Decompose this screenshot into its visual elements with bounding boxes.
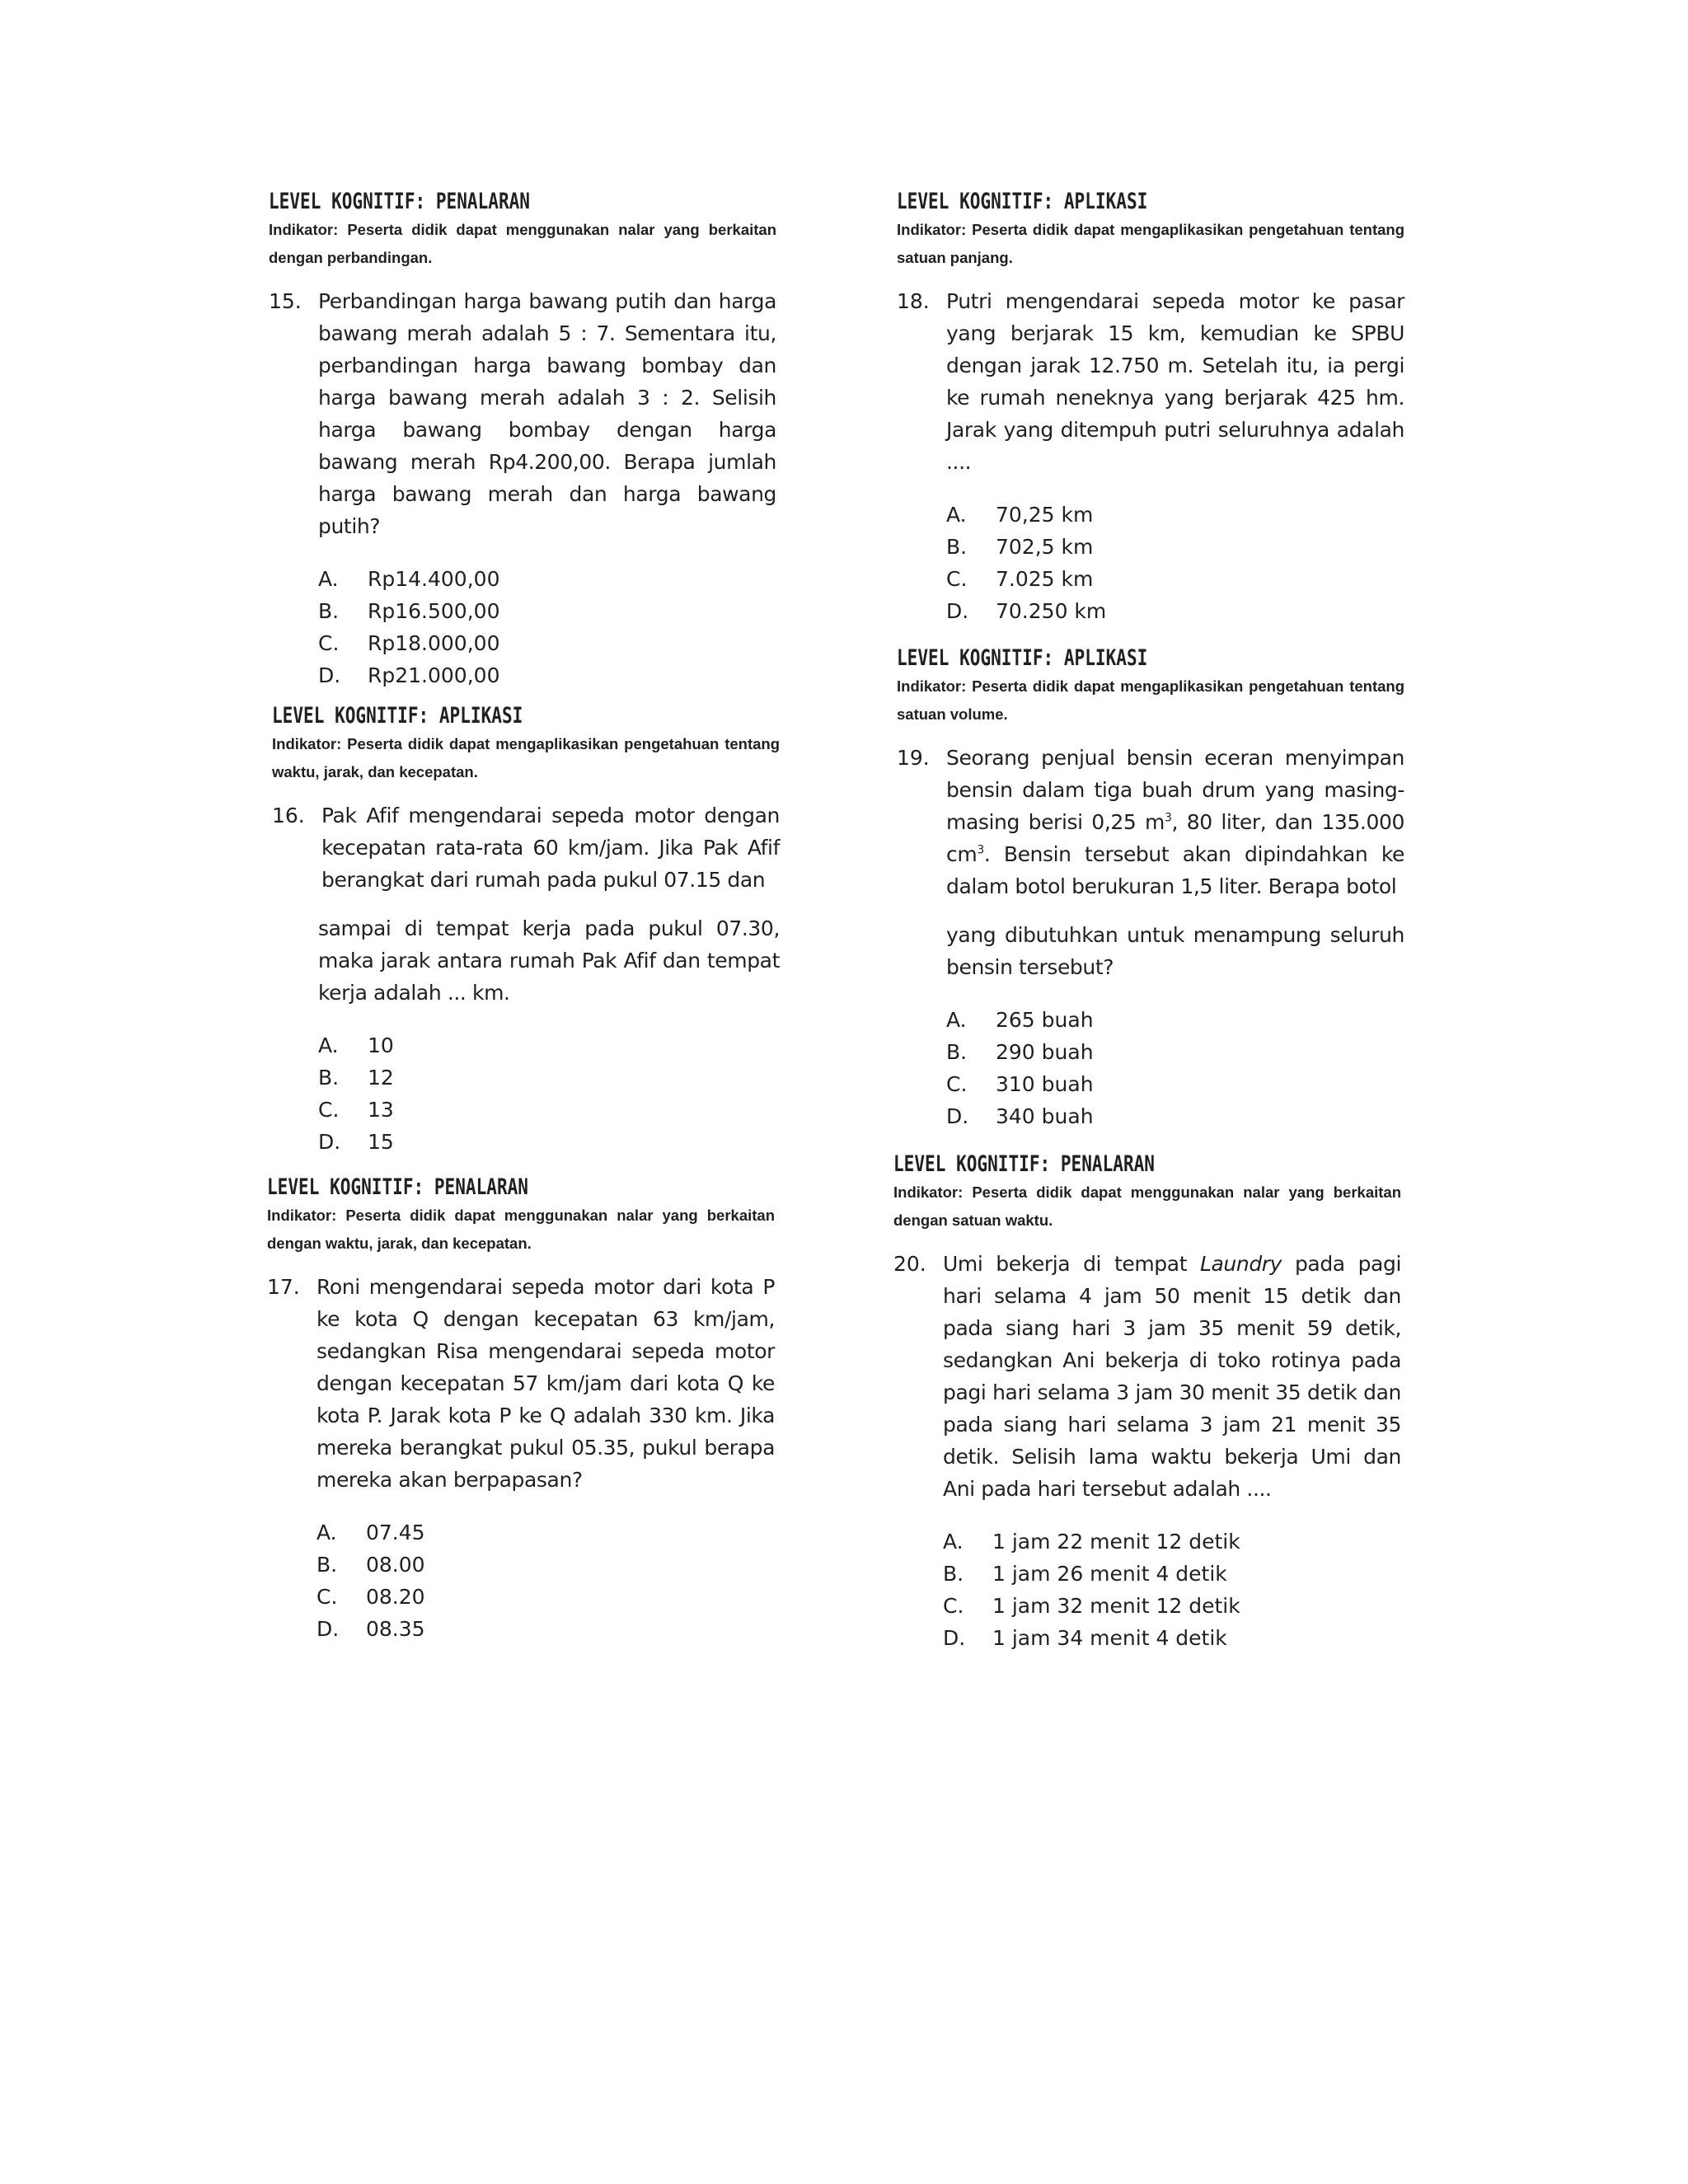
option-d[interactable] xyxy=(316,1613,775,1645)
option-letter: D. xyxy=(318,663,341,687)
superscript-cubic: 3 xyxy=(1164,811,1172,825)
question-text: Putri mengendarai sepeda motor ke pasar yang berjarak 15 km, kemudian ke SPBU dengan jarak 12.750 m. Setelah itu, ia pergi ke rumah neneknya yang berjarak 425 hm. Jarak yang ditempuh putri seluruhnya adalah .... xyxy=(946,289,1404,474)
option-letter: A. xyxy=(943,1530,964,1554)
question-number: 20. xyxy=(893,1252,926,1276)
option-text: 08.35 xyxy=(366,1617,425,1641)
option-text: 310 buah xyxy=(996,1072,1094,1096)
option-letter: B. xyxy=(316,1553,338,1577)
cognitive-level-heading: LEVEL KOGNITIF: APLIKASI xyxy=(897,189,1148,214)
question-number: 15. xyxy=(269,289,302,313)
option-text: 10 xyxy=(368,1033,394,1057)
option-text: 702,5 km xyxy=(996,535,1094,559)
question-16 xyxy=(272,799,780,1158)
option-letter: C. xyxy=(316,1585,338,1609)
indicator-text: Indikator: Peserta didik dapat menggunakan nalar yang berkaitan dengan waktu, jarak, dan kecepatan. xyxy=(267,1207,775,1252)
option-c[interactable] xyxy=(943,1590,1401,1622)
superscript-cubic: 3 xyxy=(977,843,984,857)
option-letter: A. xyxy=(316,1521,337,1544)
option-a[interactable] xyxy=(946,1004,1404,1036)
question-text-italic: Laundry xyxy=(1199,1252,1282,1276)
option-letter: D. xyxy=(318,1130,341,1154)
option-c[interactable] xyxy=(946,563,1404,595)
option-letter: A. xyxy=(318,567,339,591)
option-b[interactable] xyxy=(946,1036,1404,1068)
option-text: 13 xyxy=(368,1098,394,1122)
option-a[interactable] xyxy=(318,1029,780,1062)
section-question-18 xyxy=(897,188,1404,648)
option-letter: B. xyxy=(318,1066,340,1090)
option-text: 12 xyxy=(368,1066,394,1090)
indicator-text: Indikator: Peserta didik dapat mengaplikasikan pengetahuan tentang satuan panjang. xyxy=(897,221,1404,266)
option-text: Rp16.500,00 xyxy=(368,599,500,623)
question-text: Roni mengendarai sepeda motor dari kota P ke kota Q dengan kecepatan 63 km/jam, sedangkan Risa mengendarai sepeda motor dengan kecepatan 57 km/jam dari kota Q ke kota P. Jarak kota P ke Q adalah 330 km. Jika mereka berangkat pukul 05.35, pukul berapa mereka akan berpapasan? xyxy=(316,1275,775,1492)
option-text: Rp21.000,00 xyxy=(368,663,500,687)
option-text: 290 buah xyxy=(996,1040,1094,1064)
option-b[interactable] xyxy=(946,531,1404,563)
option-c[interactable] xyxy=(318,627,776,659)
answer-options xyxy=(318,563,776,691)
option-letter: D. xyxy=(316,1617,340,1641)
section-question-19 xyxy=(897,644,1404,1153)
question-17 xyxy=(267,1271,775,1645)
option-c[interactable] xyxy=(316,1581,775,1613)
option-letter: C. xyxy=(318,1098,340,1122)
option-letter: B. xyxy=(943,1562,964,1586)
option-letter: B. xyxy=(318,599,340,623)
section-question-20 xyxy=(893,1151,1401,1675)
option-text: 70.250 km xyxy=(996,599,1107,623)
option-d[interactable] xyxy=(318,659,776,691)
option-text: 1 jam 26 menit 4 detik xyxy=(992,1562,1227,1586)
section-question-15 xyxy=(269,188,776,712)
option-d[interactable] xyxy=(946,595,1404,627)
option-a[interactable] xyxy=(318,563,776,595)
question-text: Perbandingan harga bawang putih dan harga bawang merah adalah 5 : 7. Sementara itu, perbandingan harga bawang bombay dan harga bawang merah adalah 3 : 2. Selisih harga bawang bombay dengan harga bawang merah Rp4.200,00. Berapa jumlah harga bawang merah dan harga bawang putih? xyxy=(318,289,776,538)
indicator-text: Indikator: Peserta didik dapat menggunakan nalar yang berkaitan dengan perbandingan. xyxy=(269,221,776,266)
option-d[interactable] xyxy=(943,1622,1401,1654)
option-text: 70,25 km xyxy=(996,503,1094,527)
section-question-17 xyxy=(267,1174,775,1666)
option-a[interactable] xyxy=(943,1526,1401,1558)
option-c[interactable] xyxy=(318,1094,780,1126)
question-text-segment: Seorang penjual bensin eceran menyimpan bensin dalam tiga buah drum yang masing-masing berisi 0,25 m xyxy=(946,746,1404,834)
section-question-16 xyxy=(272,702,780,1179)
question-number: 17. xyxy=(267,1275,300,1299)
option-text: Rp14.400,00 xyxy=(368,567,500,591)
option-text: 1 jam 34 menit 4 detik xyxy=(992,1626,1227,1650)
option-letter: C. xyxy=(318,631,340,655)
option-b[interactable] xyxy=(318,1062,780,1094)
answer-options xyxy=(316,1516,775,1645)
option-text: 15 xyxy=(368,1130,394,1154)
question-text xyxy=(946,742,1404,902)
answer-options xyxy=(318,1029,780,1158)
option-letter: A. xyxy=(946,1008,967,1032)
cognitive-level-heading: LEVEL KOGNITIF: PENALARAN xyxy=(267,1174,528,1200)
question-text-continued: sampai di tempat kerja pada pukul 07.30, maka jarak antara rumah Pak Afif dan tempat kerja adalah ... km. xyxy=(318,916,780,1005)
indicator-text: Indikator: Peserta didik dapat mengaplikasikan pengetahuan tentang waktu, jarak, dan kecepatan. xyxy=(272,735,780,780)
option-b[interactable] xyxy=(943,1558,1401,1590)
option-text: Rp18.000,00 xyxy=(368,631,500,655)
answer-options xyxy=(946,1004,1404,1132)
option-text: 7.025 km xyxy=(996,567,1094,591)
option-a[interactable] xyxy=(946,499,1404,531)
cognitive-level-heading: LEVEL KOGNITIF: PENALARAN xyxy=(269,189,530,214)
option-text: 340 buah xyxy=(996,1104,1094,1128)
option-letter: C. xyxy=(946,567,968,591)
question-text-segment: pada pagi hari selama 4 jam 50 menit 15 detik dan pada siang hari 3 jam 35 menit 59 detik, sedangkan Ani bekerja di toko rotinya pada pagi hari selama 3 jam 30 menit 35 detik dan pada siang hari selama 3 jam 21 menit 35 detik. Selisih lama waktu bekerja Umi dan Ani pada hari tersebut adalah .... xyxy=(943,1252,1401,1501)
option-letter: D. xyxy=(943,1626,966,1650)
option-text: 1 jam 22 menit 12 detik xyxy=(992,1530,1240,1554)
option-d[interactable] xyxy=(946,1100,1404,1132)
question-text xyxy=(943,1248,1401,1505)
cognitive-level-heading: LEVEL KOGNITIF: APLIKASI xyxy=(272,703,523,729)
question-text-segment: . Bensin tersebut akan dipindahkan ke dalam botol berukuran 1,5 liter. Berapa botol xyxy=(946,842,1404,898)
question-number: 18. xyxy=(897,289,930,313)
question-number: 16. xyxy=(272,804,305,827)
option-letter: C. xyxy=(943,1594,964,1618)
option-letter: D. xyxy=(946,1104,969,1128)
question-text-segment: Umi bekerja di tempat xyxy=(943,1252,1200,1276)
option-c[interactable] xyxy=(946,1068,1404,1100)
cognitive-level-heading: LEVEL KOGNITIF: PENALARAN xyxy=(893,1151,1155,1177)
answer-options xyxy=(943,1526,1401,1654)
option-letter: A. xyxy=(946,503,967,527)
question-text-segment: , 80 liter, dan 135.000 cm xyxy=(946,810,1404,866)
question-20 xyxy=(893,1248,1401,1654)
option-text: 08.00 xyxy=(366,1553,425,1577)
indicator-text: Indikator: Peserta didik dapat menggunakan nalar yang berkaitan dengan satuan waktu. xyxy=(893,1183,1401,1229)
option-letter: B. xyxy=(946,1040,968,1064)
option-b[interactable] xyxy=(318,595,776,627)
indicator-text: Indikator: Peserta didik dapat mengaplikasikan pengetahuan tentang satuan volume. xyxy=(897,677,1404,723)
question-text-continued: yang dibutuhkan untuk menampung seluruh bensin tersebut? xyxy=(946,923,1404,979)
question-15 xyxy=(269,285,776,691)
option-text: 1 jam 32 menit 12 detik xyxy=(992,1594,1240,1618)
option-letter: C. xyxy=(946,1072,968,1096)
option-text: 07.45 xyxy=(366,1521,425,1544)
answer-options xyxy=(946,499,1404,627)
option-text: 08.20 xyxy=(366,1585,425,1609)
question-text: Pak Afif mengendarai sepeda motor dengan kecepatan rata-rata 60 km/jam. Jika Pak Afif berangkat dari rumah pada pukul 07.15 dan xyxy=(321,804,780,892)
question-number: 19. xyxy=(897,746,930,770)
question-18 xyxy=(897,285,1404,627)
option-d[interactable] xyxy=(318,1126,780,1158)
option-letter: B. xyxy=(946,535,968,559)
question-19 xyxy=(897,742,1404,1132)
option-letter: D. xyxy=(946,599,969,623)
option-letter: A. xyxy=(318,1033,339,1057)
option-b[interactable] xyxy=(316,1549,775,1581)
option-a[interactable] xyxy=(316,1516,775,1549)
option-text: 265 buah xyxy=(996,1008,1094,1032)
cognitive-level-heading: LEVEL KOGNITIF: APLIKASI xyxy=(897,645,1148,671)
